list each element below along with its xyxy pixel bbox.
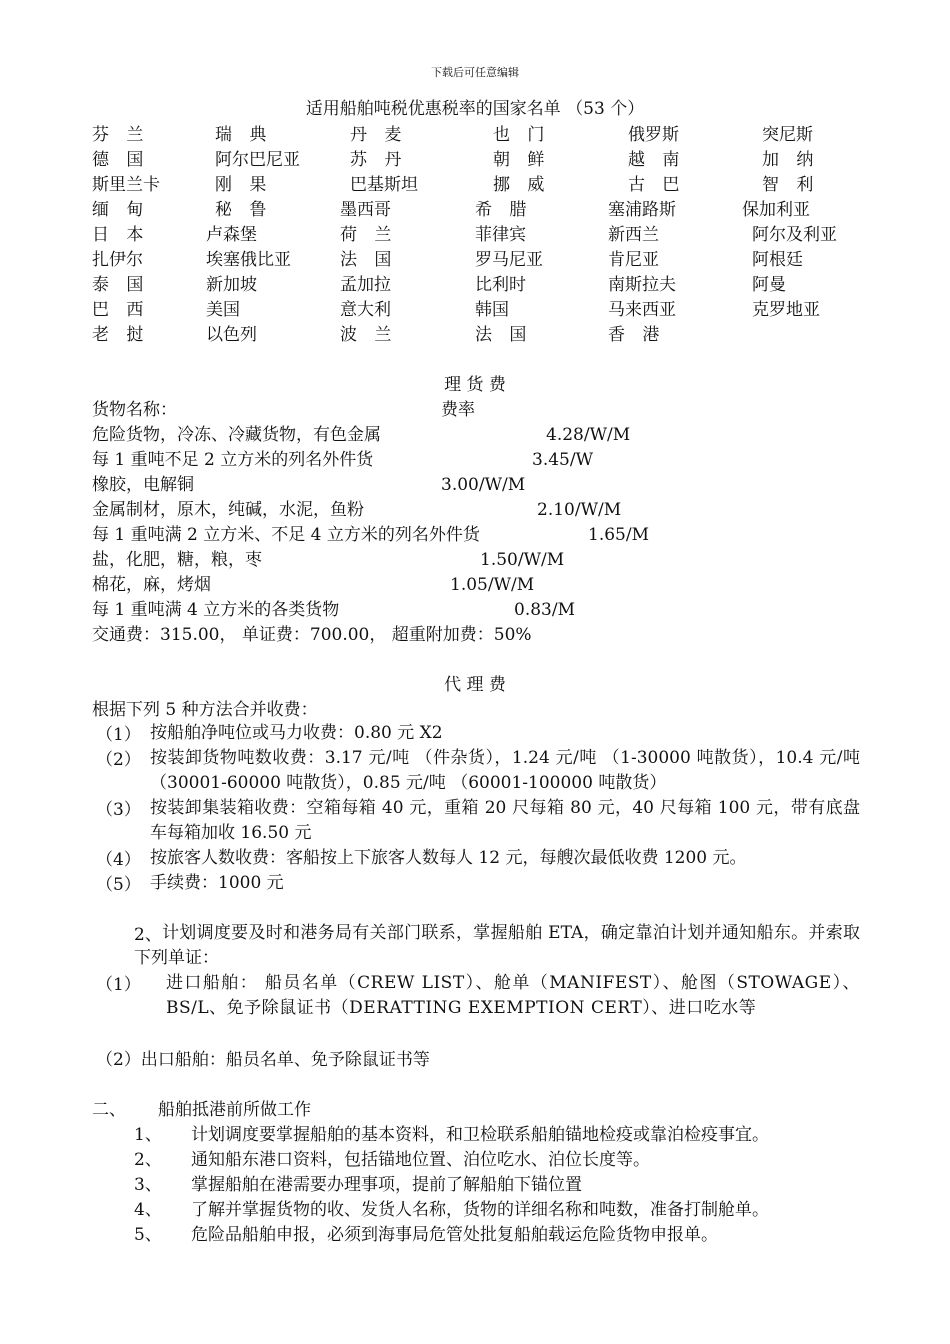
tally-rate: 1.65/M [588,525,649,545]
country-cell: 秘 鲁 [215,200,273,220]
country-cell: 日 本 [92,225,150,245]
agency-item-2-num: （2） [96,750,141,770]
agency-item-2-text: 按装卸货物吨数收费：3.17 元/吨 （件杂货），1.24 元/吨 （1-30000 吨散货），10.4 元/吨 （30001-60000 吨散货），0.85 元/吨 （60001-100000 吨散货） [150,748,860,793]
point-2-sub1-num: （1） [96,975,141,995]
agency-fee-title: 代 理 费 [444,675,506,695]
country-cell: 朝 鲜 [493,150,551,170]
country-cell: 扎伊尔 [92,250,143,270]
country-cell: 韩国 [475,300,509,320]
point-2-sub1-text: 进口船舶： 船员名单（CREW LIST）、舱单（MANIFEST）、舱图（STOWAGE）、BS/L、免予除鼠证书（DERATTING EXEMPTION CERT）、进口吃水等 [166,973,860,1018]
country-cell: 巴 西 [92,300,150,320]
country-cell: 新加坡 [206,275,257,295]
agency-item-3-text: 按装卸集装箱收费：空箱每箱 40 元，重箱 20 尺每箱 80 元，40 尺每箱 100 元，带有底盘车每箱加收 16.50 元 [150,798,860,843]
country-cell: 南斯拉夫 [608,275,676,295]
section-two-item-text: 通知船东港口资料，包括锚地位置、泊位吃水、泊位长度等。 [191,1150,650,1170]
agency-item-1-num: （1） [96,725,141,745]
section-two-item-num: 4、 [134,1200,162,1220]
section-two-num: 二、 [92,1100,126,1120]
country-cell: 克罗地亚 [752,300,820,320]
country-cell: 越 南 [628,150,686,170]
country-cell: 孟加拉 [340,275,391,295]
section-two-item-num: 1、 [134,1125,162,1145]
country-cell: 缅 甸 [92,200,150,220]
country-cell: 加 纳 [762,150,820,170]
tally-fee-title: 理 货 费 [444,375,506,395]
tally-goods-name: 每 1 重吨满 2 立方米、不足 4 立方米的列名外件货 [92,525,480,545]
agency-item-1-text: 按船舶净吨位或马力收费：0.80 元 X2 [150,723,443,743]
country-cell: 希 腊 [475,200,533,220]
country-cell: 阿尔及利亚 [752,225,837,245]
point-2-num: 2、 [134,925,162,945]
country-cell: 巴基斯坦 [350,175,418,195]
agency-item-4-num: （4） [96,850,141,870]
tally-goods-name: 危险货物，冷冻、冷藏货物，有色金属 [92,425,381,445]
country-cell: 荷 兰 [340,225,398,245]
country-cell: 新西兰 [608,225,659,245]
tally-goods-name: 棉花，麻，烤烟 [92,575,211,595]
tally-goods-name: 橡胶，电解铜 [92,475,194,495]
country-cell: 以色列 [206,325,257,345]
country-cell: 德 国 [92,150,150,170]
point-2-sub2: （2）出口船舶：船员名单、免予除鼠证书等 [96,1050,430,1070]
section-two-item-num: 3、 [134,1175,162,1195]
country-cell: 也 门 [493,125,551,145]
country-cell: 突尼斯 [762,125,813,145]
country-cell: 俄罗斯 [628,125,679,145]
tally-goods-name: 每 1 重吨不足 2 立方米的列名外件货 [92,450,374,470]
country-cell: 美国 [206,300,240,320]
country-cell: 老 挝 [92,325,150,345]
rate-label: 费率 [441,400,475,420]
tally-rate: 3.45/W [532,450,594,470]
section-two-item-text: 计划调度要掌握船舶的基本资料，和卫检联系船舶锚地检疫或靠泊检疫事宜。 [191,1125,769,1145]
section-two-title: 船舶抵港前所做工作 [158,1100,311,1120]
country-cell: 芬 兰 [92,125,150,145]
country-cell: 法 国 [340,250,398,270]
country-cell: 埃塞俄比亚 [206,250,291,270]
country-cell: 智 利 [762,175,820,195]
agency-item-4-text: 按旅客人数收费：客船按上下旅客人数每人 12 元，每艘次最低收费 1200 元。 [150,848,747,868]
country-cell: 菲律宾 [475,225,526,245]
section-two-item-num: 2、 [134,1150,162,1170]
country-cell: 香 港 [608,325,666,345]
tally-rate: 2.10/W/M [537,500,622,520]
country-cell: 法 国 [475,325,533,345]
tally-rate: 3.00/W/M [441,475,526,495]
country-cell: 挪 威 [493,175,551,195]
country-cell: 肯尼亚 [608,250,659,270]
country-cell: 瑞 典 [215,125,273,145]
country-cell: 保加利亚 [742,200,810,220]
country-cell: 刚 果 [215,175,273,195]
fees-line: 交通费：315.00， 单证费：700.00， 超重附加费：50% [92,625,532,645]
tally-rate: 1.50/W/M [480,550,565,570]
country-list-title: 适用船舶吨税优惠税率的国家名单 （53 个） [305,99,645,119]
country-cell: 波 兰 [340,325,398,345]
download-note: 下载后可任意编辑 [431,66,519,79]
country-cell: 阿曼 [752,275,786,295]
tally-rate: 4.28/W/M [546,425,631,445]
goods-name-label: 货物名称： [92,400,177,420]
section-two-item-text: 危险品船舶申报，必须到海事局危管处批复船舶载运危险货物申报单。 [191,1225,718,1245]
agency-item-3-num: （3） [96,800,141,820]
country-cell: 阿尔巴尼亚 [215,150,300,170]
country-cell: 阿根廷 [752,250,803,270]
country-cell: 马来西亚 [608,300,676,320]
tally-rate: 0.83/M [514,600,575,620]
country-cell: 泰 国 [92,275,150,295]
tally-goods-name: 金属制材，原木，纯碱，水泥，鱼粉 [92,500,364,520]
section-two-item-text: 掌握船舶在港需要办理事项，提前了解船舶下锚位置 [191,1175,582,1195]
agency-item-5-num: （5） [96,875,141,895]
tally-goods-name: 每 1 重吨满 4 立方米的各类货物 [92,600,340,620]
country-cell: 罗马尼亚 [475,250,543,270]
country-cell: 塞浦路斯 [608,200,676,220]
country-cell: 苏 丹 [350,150,408,170]
country-cell: 卢森堡 [206,225,257,245]
country-cell: 比利时 [475,275,526,295]
agency-item-5-text: 手续费：1000 元 [150,873,284,893]
section-two-item-text: 了解并掌握货物的收、发货人名称，货物的详细名称和吨数，准备打制舱单。 [191,1200,769,1220]
country-cell: 斯里兰卡 [92,175,160,195]
tally-rate: 1.05/W/M [450,575,535,595]
country-cell: 丹 麦 [350,125,408,145]
country-cell: 意大利 [340,300,391,320]
country-cell: 墨西哥 [340,200,391,220]
point-2-text: 计划调度要及时和港务局有关部门联系，掌握船舶 ETA，确定靠泊计划并通知船东。并索取下列单证： [134,923,860,968]
country-cell: 古 巴 [628,175,686,195]
tally-goods-name: 盐，化肥，糖，粮，枣 [92,550,262,570]
agency-intro: 根据下列 5 种方法合并收费： [92,700,318,720]
section-two-item-num: 5、 [134,1225,162,1245]
